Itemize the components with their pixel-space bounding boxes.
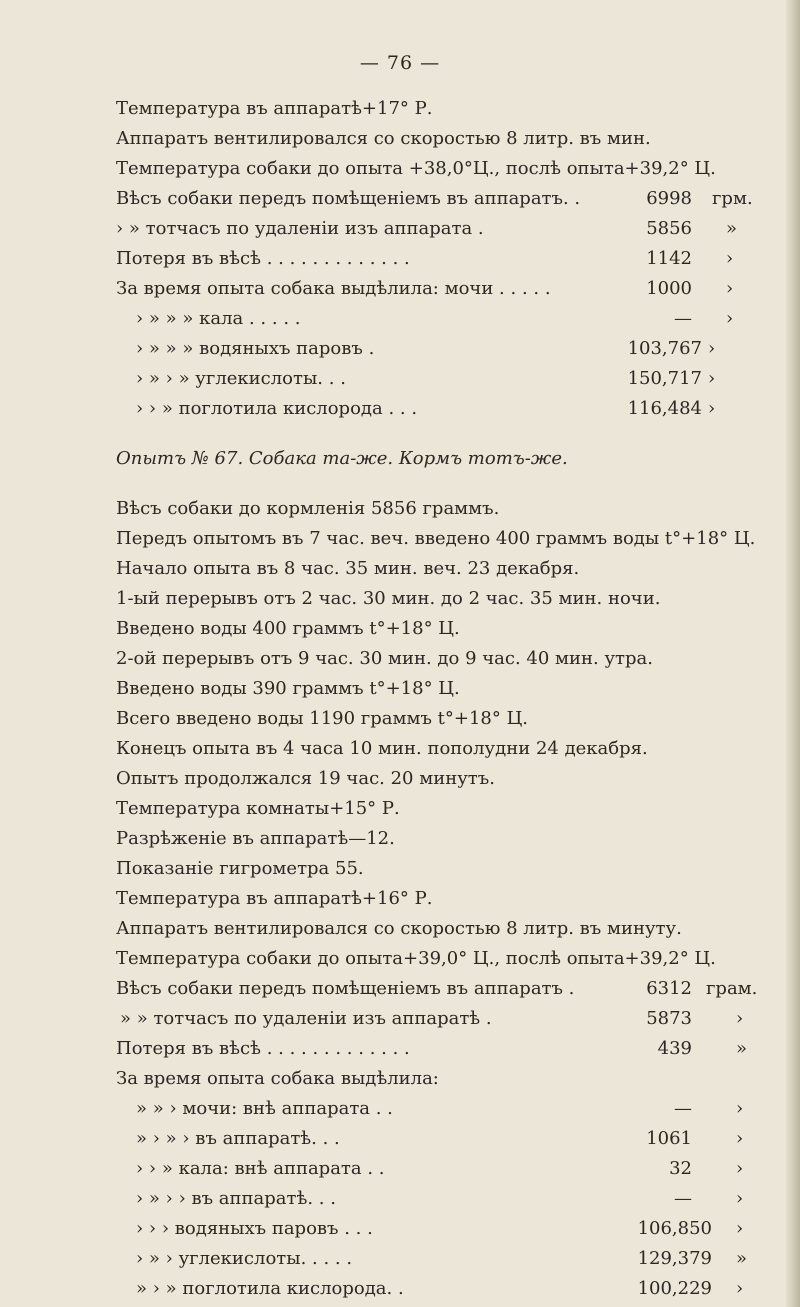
row-value: —: [674, 1188, 692, 1209]
row-unit: грам.: [706, 978, 758, 999]
row-unit: ›: [736, 1278, 744, 1299]
row-label: Вѣсъ собаки передъ помѣщеніемъ въ аппаратъ. .: [116, 188, 581, 209]
row-label: › › » кала: внѣ аппарата . .: [136, 1158, 385, 1179]
row-value: 5856: [646, 218, 692, 239]
table-row: [116, 394, 776, 424]
text-line: Опытъ продолжался 19 час. 20 минутъ.: [116, 768, 495, 789]
row-label: › » » » водяныхъ паровъ .: [136, 338, 375, 359]
row-unit: ›: [736, 1158, 744, 1179]
page-number: — 76 —: [359, 52, 441, 74]
experiment-heading: Опытъ № 67. Собака та-же. Кормъ тотъ-же.: [116, 448, 568, 469]
row-label: Потеря въ вѣсѣ . . . . . . . . . . . . .: [116, 1038, 410, 1059]
row-value: 32: [669, 1158, 692, 1179]
text-line: Температура собаки до опыта+39,0° Ц., послѣ опыта+39,2° Ц.: [116, 948, 716, 969]
row-unit: ›: [736, 1128, 744, 1149]
row-label: › » › › въ аппаратѣ. . .: [136, 1188, 336, 1209]
table-row: [116, 304, 776, 334]
row-value: 6998: [646, 188, 692, 209]
text-line: Температура въ аппаратѣ+17° Р.: [116, 98, 433, 119]
row-value: 6312: [646, 978, 692, 999]
row-value: 106,850: [637, 1218, 712, 1239]
table-row: [116, 1034, 776, 1064]
row-unit: грм.: [712, 188, 753, 209]
text-line: Начало опыта въ 8 час. 35 мин. веч. 23 декабря.: [116, 558, 580, 579]
row-unit: ›: [726, 248, 734, 269]
row-value: 100,229: [637, 1278, 712, 1299]
row-label: » › » › въ аппаратѣ. . .: [136, 1128, 340, 1149]
row-value: 1142: [646, 248, 692, 269]
row-label: » › » поглотила кислорода. .: [136, 1278, 404, 1299]
table-row: [116, 214, 776, 244]
row-unit: ›: [736, 1188, 744, 1209]
row-value: 1000: [646, 278, 692, 299]
row-unit: ›: [708, 338, 716, 359]
row-value: 103,767: [627, 338, 702, 359]
table-row: [116, 364, 776, 394]
row-label: › » » » кала . . . . .: [136, 308, 301, 329]
text-line: 1-ый перерывъ отъ 2 час. 30 мин. до 2 час. 35 мин. ночи.: [116, 588, 661, 609]
row-unit: ›: [736, 1218, 744, 1239]
text-line: Температура въ аппаратѣ+16° Р.: [116, 888, 433, 909]
row-label: › › » поглотила кислорода . . .: [136, 398, 418, 419]
text-line: 2-ой перерывъ отъ 9 час. 30 мин. до 9 час. 40 мин. утра.: [116, 648, 653, 669]
row-value: 129,379: [637, 1248, 712, 1269]
row-unit: ›: [708, 398, 716, 419]
row-unit: ›: [726, 278, 734, 299]
row-value: —: [674, 1098, 692, 1119]
text-line: Показаніе гигрометра 55.: [116, 858, 364, 879]
row-label: » » тотчасъ по удаленіи изъ аппаратѣ .: [120, 1008, 492, 1029]
row-label: Вѣсъ собаки передъ помѣщеніемъ въ аппаратъ .: [116, 978, 575, 999]
text-line: Введено воды 400 граммъ t°+18° Ц.: [116, 618, 460, 639]
text-line: Аппаратъ вентилировался со скоростью 8 литр. въ минуту.: [116, 918, 682, 939]
row-unit: ›: [708, 368, 716, 389]
row-label: » » › мочи: внѣ аппарата . .: [136, 1098, 393, 1119]
table-row: [116, 334, 776, 364]
table-row: [116, 1184, 776, 1214]
text-line: Введено воды 390 граммъ t°+18° Ц.: [116, 678, 460, 699]
table-row: [116, 1214, 776, 1244]
row-unit: »: [736, 1038, 748, 1059]
text-line: Температура собаки до опыта +38,0°Ц., послѣ опыта+39,2° Ц.: [116, 158, 716, 179]
table-row: [116, 1004, 776, 1034]
row-unit: »: [736, 1248, 748, 1269]
row-label: › » тотчасъ по удаленіи изъ аппарата .: [116, 218, 484, 239]
text-line: Всего введено воды 1190 граммъ t°+18° Ц.: [116, 708, 529, 729]
row-value: —: [674, 308, 692, 329]
table-row: [116, 1124, 776, 1154]
row-label: › » › » углекислоты. . .: [136, 368, 346, 389]
text-line: Температура комнаты+15° Р.: [116, 798, 400, 819]
table-row: [116, 1154, 776, 1184]
row-value: 5873: [646, 1008, 692, 1029]
text-line: Аппаратъ вентилировался со скоростью 8 литр. въ мин.: [116, 128, 651, 149]
text-line: Передъ опытомъ въ 7 час. веч. введено 400 граммъ воды t°+18° Ц.: [116, 528, 756, 549]
row-label: За время опыта собака выдѣлила:: [116, 1068, 439, 1089]
text-line: Конецъ опыта въ 4 часа 10 мин. пополудни 24 декабря.: [116, 738, 648, 759]
row-label: За время опыта собака выдѣлила: мочи . . . . .: [116, 278, 551, 299]
table-row: [116, 244, 776, 274]
row-value: 116,484: [627, 398, 702, 419]
row-label: › » › углекислоты. . . . .: [136, 1248, 353, 1269]
table-row: [116, 1274, 776, 1304]
table-row: [116, 184, 776, 214]
text-line: Разрѣженіе въ аппаратѣ—12.: [116, 828, 395, 849]
row-unit: »: [726, 218, 738, 239]
row-unit: ›: [736, 1008, 744, 1029]
table-row: [116, 974, 776, 1004]
row-unit: ›: [736, 1098, 744, 1119]
row-label: › › › водяныхъ паровъ . . .: [136, 1218, 373, 1239]
table-row: [116, 1064, 776, 1094]
row-unit: ›: [726, 308, 734, 329]
row-value: 1061: [646, 1128, 692, 1149]
table-row: [116, 1094, 776, 1124]
text-line: Вѣсъ собаки до кормленія 5856 граммъ.: [116, 498, 500, 519]
row-value: 439: [657, 1038, 692, 1059]
row-value: 150,717: [627, 368, 702, 389]
page-edge: [786, 0, 800, 1307]
table-row: [116, 1244, 776, 1274]
table-row: [116, 274, 776, 304]
row-label: Потеря въ вѣсѣ . . . . . . . . . . . . .: [116, 248, 410, 269]
